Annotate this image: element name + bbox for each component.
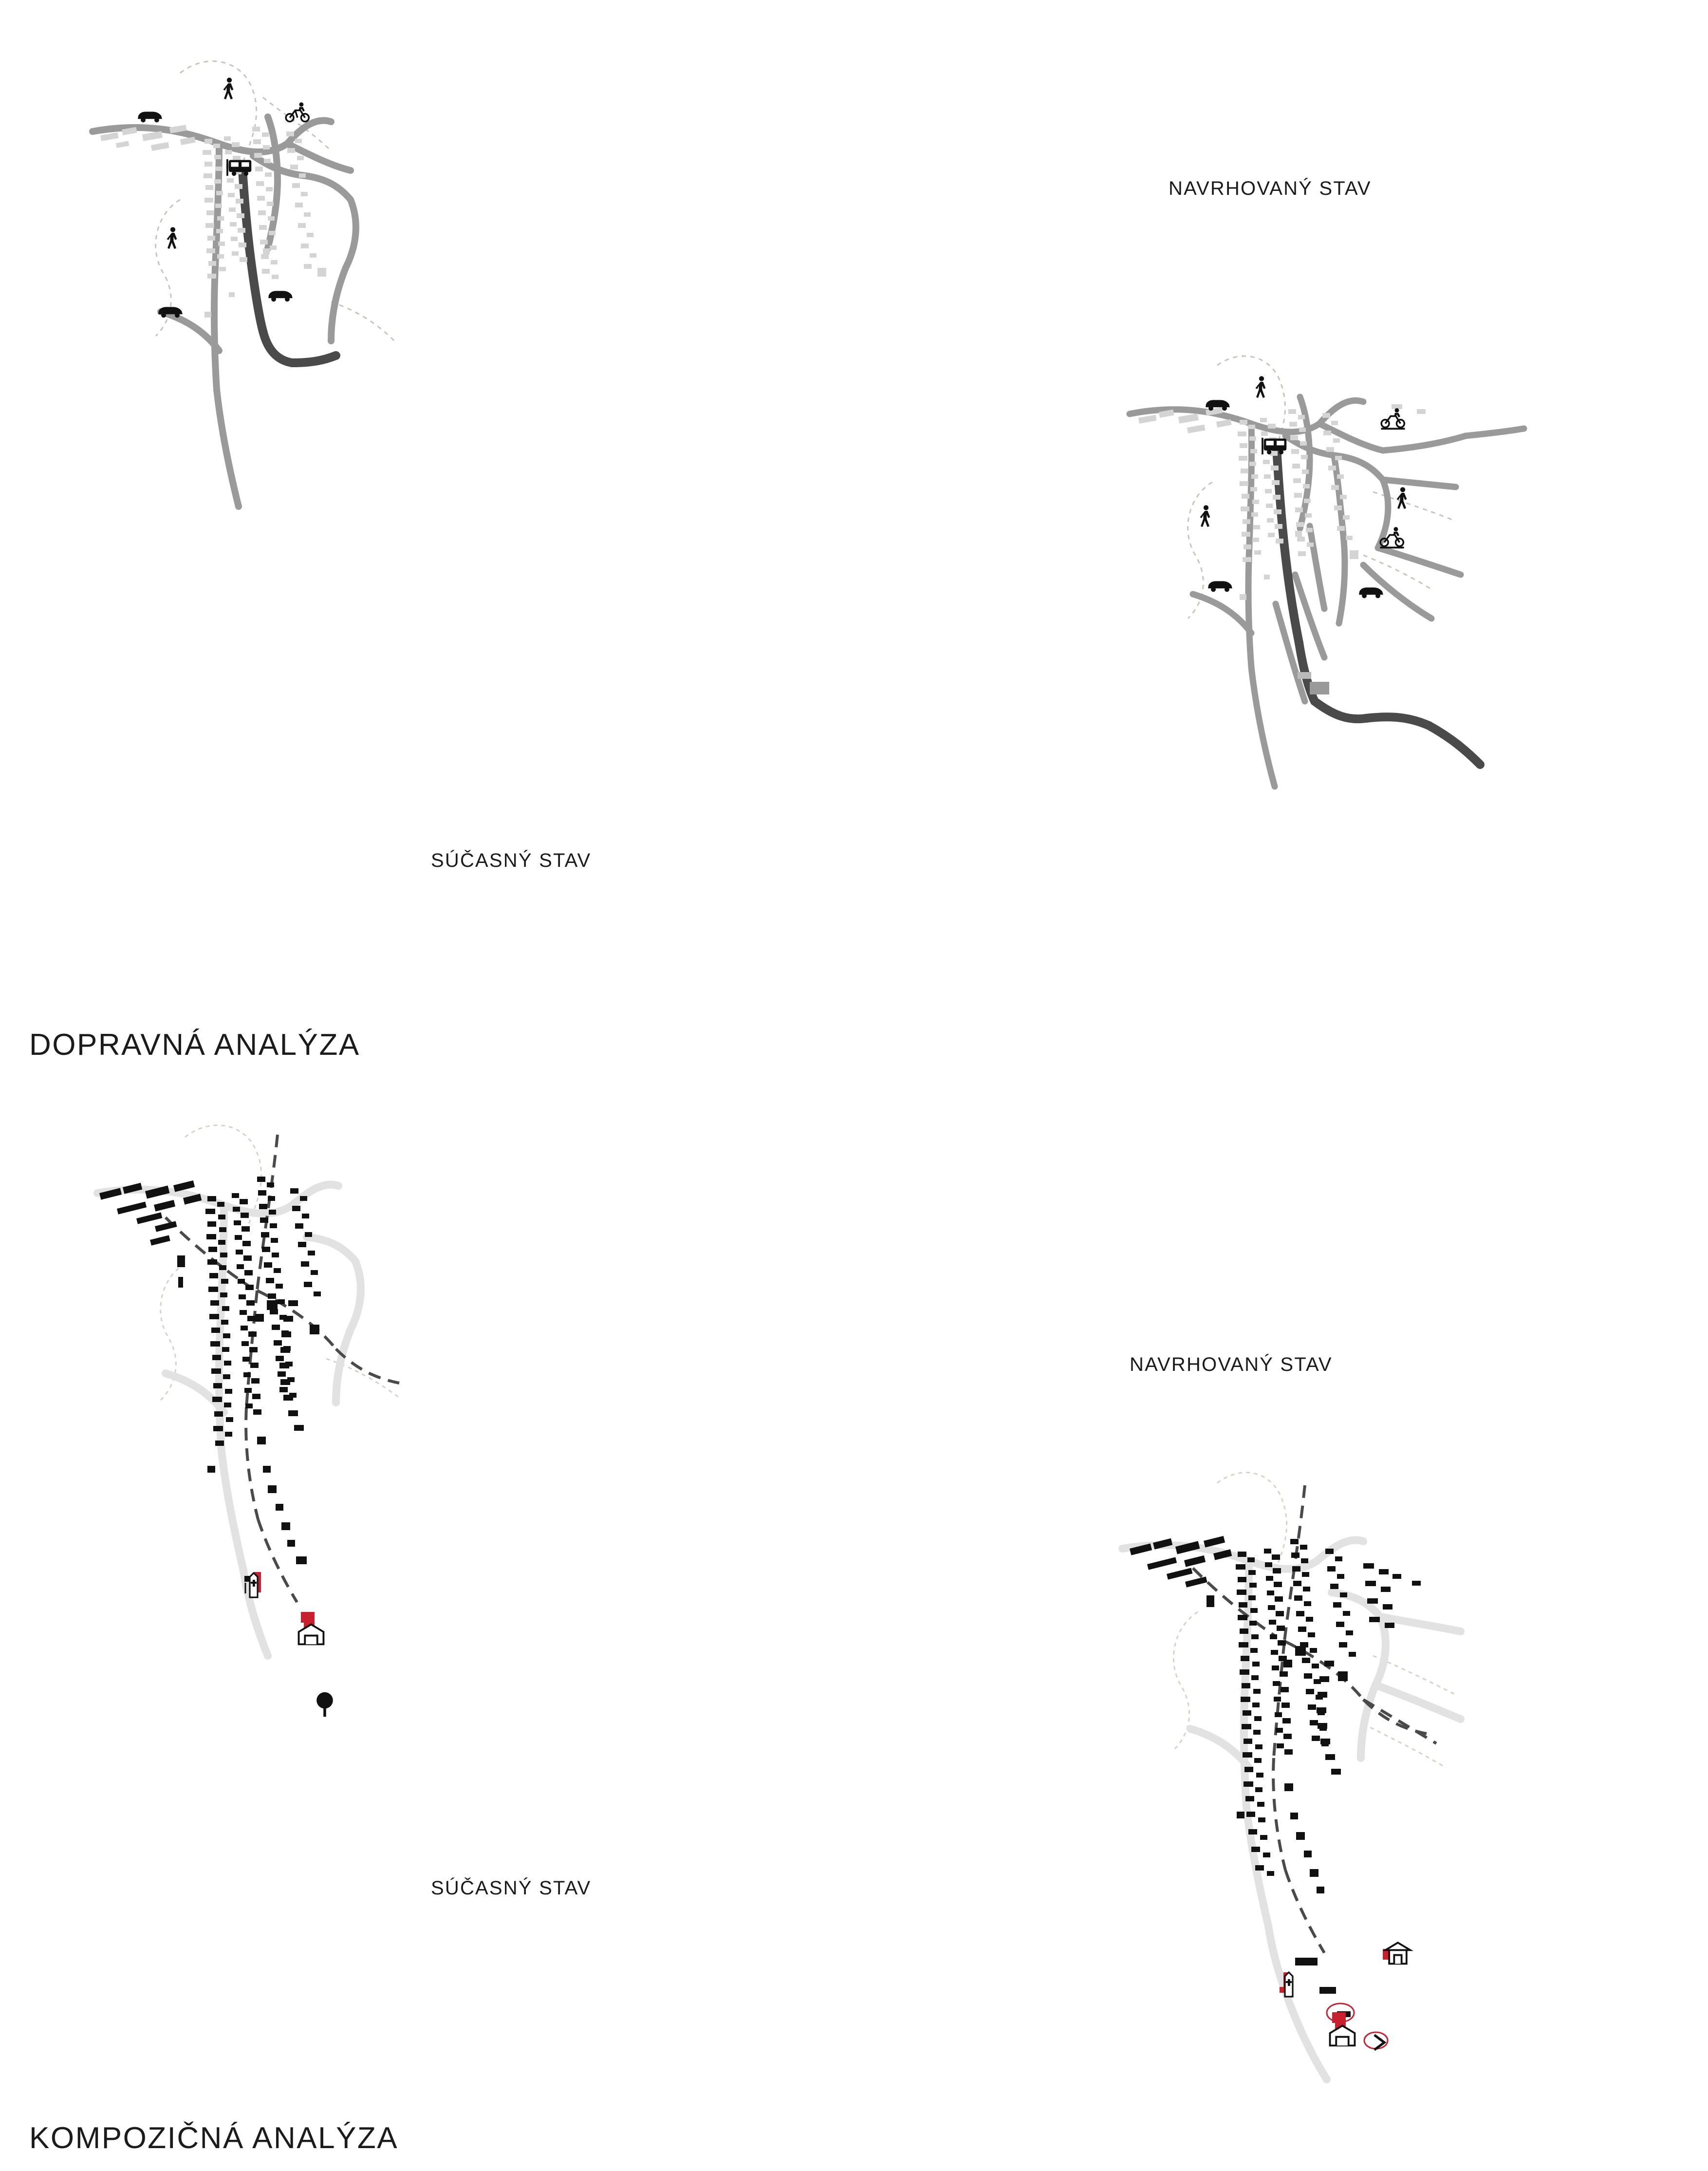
map-traffic-current (58, 39, 750, 818)
road-network-secondary (1130, 397, 1524, 786)
viewpoint-arrow-icon (1364, 2029, 1394, 2056)
section-title-traffic-analysis: DOPRAVNÁ ANALÝZA (29, 1028, 360, 1062)
car-icon (265, 281, 296, 309)
caption-traffic-proposed-state: NAVRHOVANÝ STAV (1169, 178, 1372, 199)
caption-composition-proposed-state: NAVRHOVANÝ STAV (1130, 1354, 1333, 1375)
cyclist-icon (1378, 404, 1408, 431)
map-composition-current (63, 1096, 784, 1855)
map-traffic-proposed (857, 263, 1616, 1062)
cyclist-icon (282, 98, 313, 126)
section-title-composition-analysis: KOMPOZIČNÁ ANALÝZA (29, 2121, 399, 2155)
pedestrian-icon (214, 76, 244, 104)
car-icon (135, 102, 165, 130)
landmark-pavilion-icon (1383, 1940, 1413, 1967)
bus-stop-icon (1260, 432, 1290, 460)
pedestrian-icon (158, 226, 188, 253)
car-icon (1356, 578, 1386, 605)
bus-stop-icon (225, 154, 255, 181)
road-network-main (242, 169, 336, 363)
landmark-building-icon (296, 1621, 326, 1648)
map-composition-proposed (857, 1403, 1636, 2167)
pedestrian-icon (1191, 504, 1221, 531)
car-icon (155, 298, 186, 325)
caption-traffic-current-state: SÚČASNÝ STAV (431, 850, 592, 871)
road-network-secondary (93, 117, 356, 506)
pedestrian-icon (1246, 375, 1277, 402)
landmark-tower-icon (239, 1572, 269, 1599)
landmark-tower-icon (1274, 1971, 1304, 1999)
tree-icon (310, 1691, 340, 1718)
landmark-building-icon (1327, 2022, 1357, 2049)
cyclist-icon (1377, 523, 1407, 550)
pedestrian-icon (1388, 486, 1418, 513)
caption-composition-current-state: SÚČASNÝ STAV (431, 1877, 592, 1899)
car-icon (1203, 391, 1233, 418)
buildings-footprints (99, 1177, 321, 1582)
car-icon (1205, 572, 1235, 599)
